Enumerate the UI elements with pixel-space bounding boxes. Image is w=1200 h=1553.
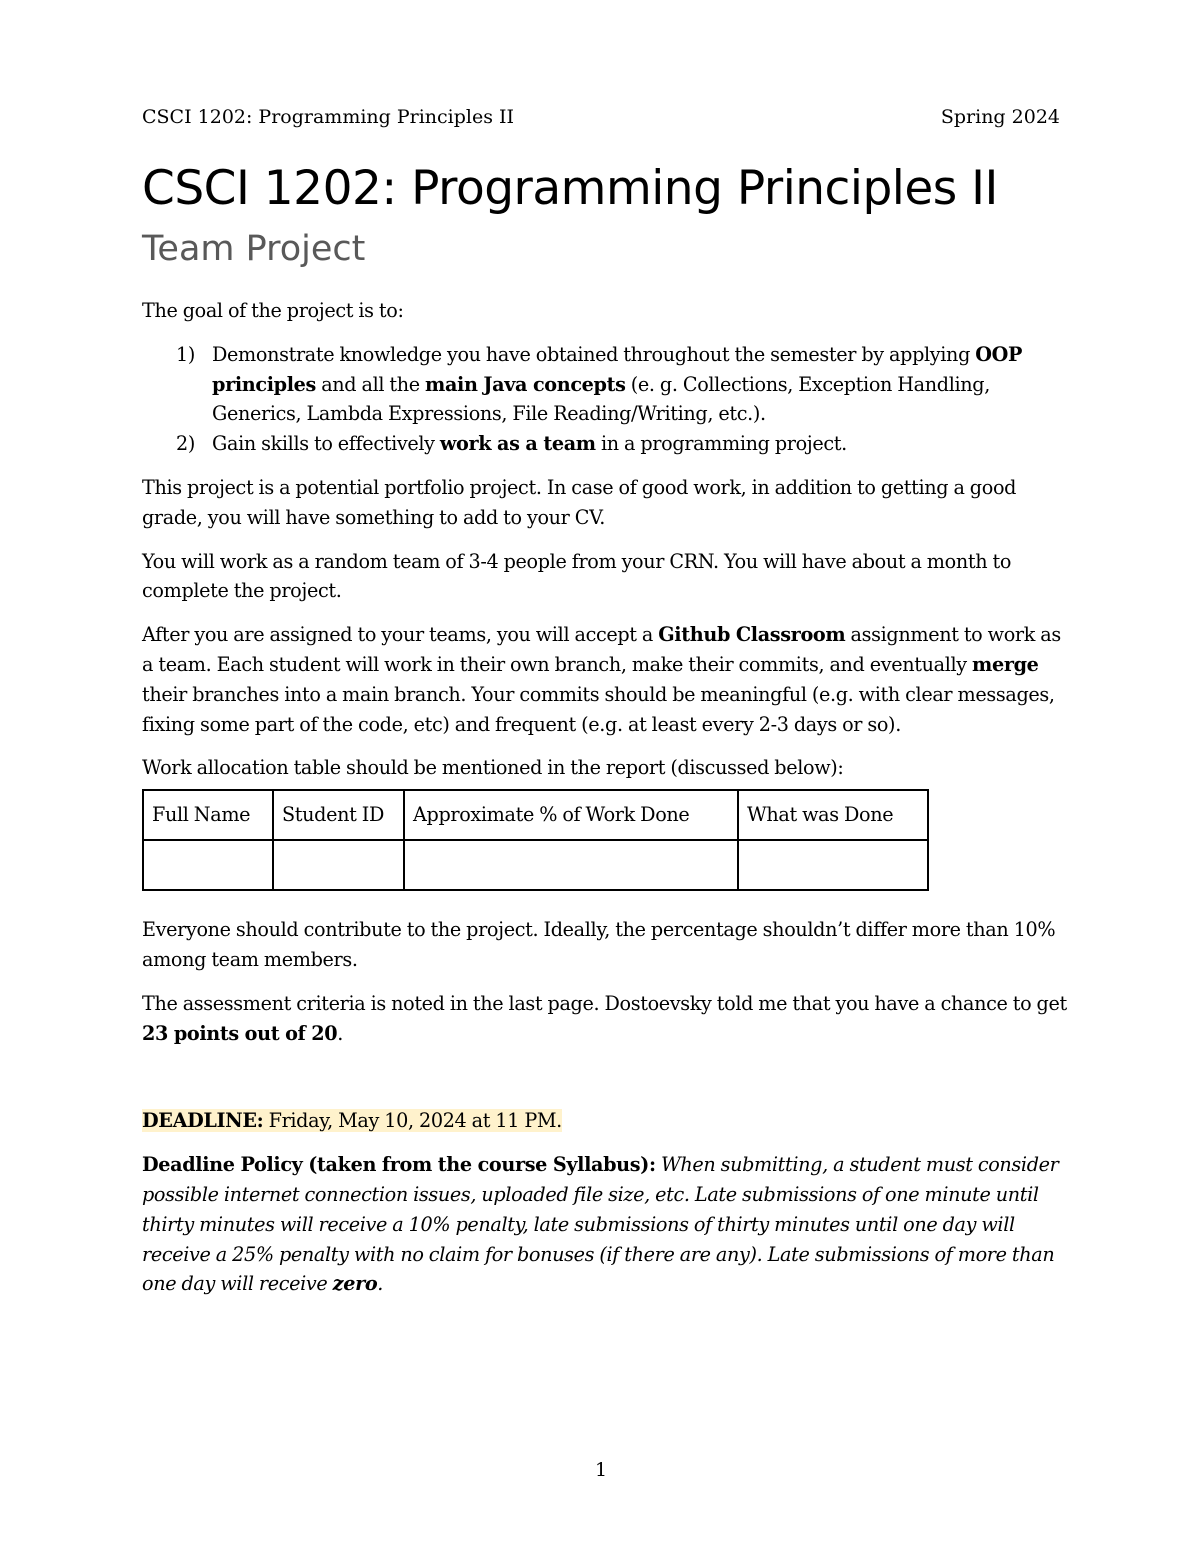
goal-text: (e. g. Collections, Exception Handling, Generics, Lambda Expressions, File Reading/Writing, etc.). [212, 372, 990, 426]
table-cell [143, 840, 273, 890]
deadline-value: Friday, May 10, 2024 at 11 PM. [263, 1109, 562, 1133]
header-course: CSCI 1202: Programming Principles II [142, 106, 515, 128]
table-cell [404, 840, 738, 890]
policy-text: When submitting, a student must consider possible internet connection issues, uploaded file size, etc. Late submissions of one minute until thirty minutes will receive a 10% penalty, late submissions of thirty minutes until one day will receive a 25% penalty with no claim for bonuses (if there are any). Late submissions of more than one day will receive [142, 1153, 1059, 1296]
goal-emphasis: main Java concepts [425, 372, 626, 396]
goal-emphasis: work as a team [439, 432, 596, 456]
goal-text: Gain skills to effectively [212, 432, 440, 456]
goal-item [142, 429, 1067, 459]
goal-number: 1) [176, 342, 195, 366]
goal-text: Demonstrate knowledge you have obtained throughout the semester by applying [212, 342, 976, 366]
header-cell-full-name: Full Name [143, 790, 273, 840]
policy-label: Deadline Policy (taken from the course Syllabus): [142, 1153, 656, 1177]
header-cell-work-percent: Approximate % of Work Done [404, 790, 738, 840]
running-header [142, 104, 1060, 130]
deadline-line [142, 1106, 1067, 1136]
goal-text: and all the [315, 372, 426, 396]
goal-item [142, 340, 1067, 429]
document-page [142, 0, 1067, 1553]
contribute-paragraph: Everyone should contribute to the project. Ideally, the percentage shouldn’t differ more than 10% among team members. [142, 918, 1056, 971]
spacer [142, 1062, 1067, 1106]
github-emphasis: Github Classroom [658, 623, 846, 647]
merge-emphasis: merge [972, 652, 1039, 676]
points-emphasis: 23 points out of 20 [142, 1021, 338, 1045]
github-paragraph [142, 620, 1067, 739]
github-text: assignment to work as a team. Each student will work in their own branch, make their commits, and eventually [142, 623, 1061, 676]
deadline-label: DEADLINE: [142, 1109, 264, 1133]
document-title: CSCI 1202: Programming Principles II [142, 161, 998, 216]
table-cell [273, 840, 404, 890]
portfolio-paragraph: This project is a potential portfolio project. In case of good work, in addition to getting a good grade, you will have something to add to your CV. [142, 475, 1017, 529]
goals-list [142, 340, 1067, 459]
document-body [142, 296, 1067, 1313]
header-cell-student-id: Student ID [273, 790, 404, 840]
github-text: After you are assigned to your teams, you will accept a [142, 623, 659, 647]
policy-end: . [377, 1272, 384, 1296]
table-row [143, 840, 928, 890]
goals-intro: The goal of the project is to: [142, 299, 404, 322]
team-paragraph: You will work as a random team of 3-4 people from your CRN. You will have about a month to complete the project. [142, 549, 1012, 603]
assessment-text: The assessment criteria is noted in the last page. Dostoevsky told me that you have a chance to get [142, 991, 1067, 1015]
header-term: Spring 2024 [940, 106, 1060, 128]
assessment-text: . [337, 1021, 344, 1045]
table-cell [738, 840, 928, 890]
header-cell-what-done: What was Done [738, 790, 928, 840]
goal-text: in a programming project. [595, 432, 847, 456]
work-allocation-table [142, 789, 929, 891]
goal-emphasis: OOP principles [212, 342, 1023, 396]
document-subtitle: Team Project [142, 229, 366, 269]
policy-zero: zero [332, 1272, 378, 1296]
deadline-policy [142, 1150, 1067, 1299]
table-intro: Work allocation table should be mentioned in the report (discussed below): [142, 756, 844, 780]
github-text: their branches into a main branch. Your commits should be meaningful (e.g. with clear messages, fixing some part of the code, etc) and frequent (e.g. at least every 2-3 days or so). [142, 682, 1055, 736]
assessment-paragraph [142, 989, 1067, 1049]
table-header-row [143, 790, 928, 840]
goal-number: 2) [176, 432, 195, 456]
page-number: 1 [594, 1459, 608, 1481]
